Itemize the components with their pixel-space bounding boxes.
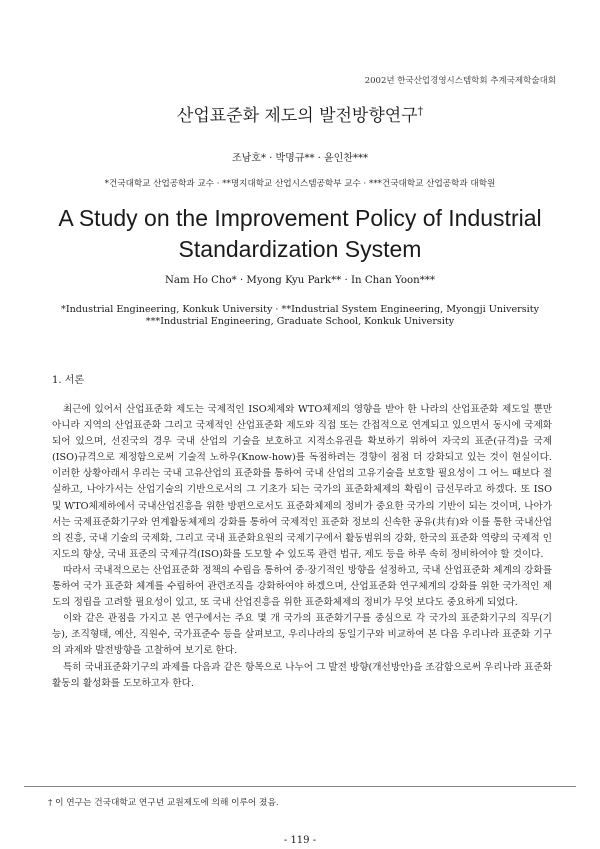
english-affiliation-line1: *Industrial Engineering, Konkuk University · **Industrial System Engineering, Myongji University bbox=[61, 304, 539, 315]
footnote-divider bbox=[24, 786, 576, 787]
korean-affiliations: *건국대학교 산업공학과 교수 · **명지대학교 산업시스템공학부 교수 · ***건국대학교 산업공학과 대학원 bbox=[104, 179, 496, 189]
section-heading: 1. 서론 bbox=[52, 375, 85, 386]
english-title-line1: A Study on the Improvement Policy of Industrial bbox=[58, 205, 542, 231]
footnote: † 이 연구는 건국대학교 연구년 교원제도에 의해 이루어 졌음. bbox=[48, 798, 279, 808]
conference-header: 2002년 한국산업경영시스템학회 추계국제학술대회 bbox=[364, 76, 556, 86]
english-affiliations bbox=[0, 304, 600, 327]
dagger-mark: † bbox=[417, 104, 424, 118]
english-title-line2: Standardization System bbox=[178, 236, 422, 262]
english-authors: Nam Ho Cho* · Myong Kyu Park** · In Chan Yoon*** bbox=[164, 275, 435, 286]
paragraph: 이와 같은 관점을 가지고 본 연구에서는 주요 몇 개 국가의 표준화기구를 중심으로 각 국가의 표준화기구의 직무(기능), 조직형태, 예산, 직원수, 국가표준수 등을 살펴보고, 우리나라의 동일기구와 비교하여 본 다음 우리나라 표준화 기구의 과제와 발전방향을 고찰하여 보기로 한다. bbox=[52, 613, 552, 657]
page-number: - 119 - bbox=[283, 835, 317, 846]
english-affiliation-line2: ***Industrial Engineering, Graduate School, Konkuk University bbox=[145, 315, 455, 327]
korean-title bbox=[0, 101, 600, 126]
paragraph: 따라서 국내적으로는 산업표준화 정책의 수립을 통하여 중·장기적인 방향을 설정하고, 국내 산업표준화 체계의 강화를 통하여 국가 표준화 체계를 수립하여 관련조직을 강화하여야 하겠으며, 산업표준화 연구체계의 강화를 위한 국가적인 제도의 정립을 고려할 필요성이 있고, 또 국내 산업진흥을 위한 표준화체제의 정비가 무엇 보다도 중요하게 되었다. bbox=[52, 564, 552, 609]
korean-title-text: 산업표준화 제도의 발전방향연구 bbox=[176, 106, 418, 126]
english-title bbox=[0, 203, 600, 265]
paragraph: 특히 국내표준화기구의 과제를 다음과 같은 항목으로 나누어 그 발전 방향(개선방안)을 조감함으로써 우리나라 표준화 활동의 활성화를 도모하고자 한다. bbox=[52, 661, 552, 689]
body-text bbox=[52, 402, 552, 692]
korean-authors: 조남호* · 박명규** · 윤인찬*** bbox=[231, 153, 368, 164]
paragraph: 최근에 있어서 산업표준화 제도는 국제적인 ISO체제와 WTO체제의 영향을 받아 한 나라의 산업표준화 제도일 뿐만 아니라 지역의 산업표준화 그리고 국제적인 산업표준화 제도와 직접 또는 간접적으로 연계되고 있으면서 동시에 국제화되어 있으며, 선진국의 경우 국내 산업의 기술을 보호하고 지적소유권을 확보하기 위하여 자국의 표준(규격)을 국제(ISO)규격으로 제정함으로써 기술적 노하우(Know-how)를 독점하려는 경향이 점점 더 강화되고 있는 것이 현실이다. 이러한 상황아래서 우리는 국내 고유산업의 표준화를 통하여 국내 산업의 고유기술을 보호할 필요성이 그 어느 때보다 절실하고, 나아가서는 산업기술의 기반으로서의 그 기초가 되는 국가의 표준화체제의 확립이 급선무라고 하겠다. 또 ISO 및 WTO체제하에서 국내산업진흥을 위한 방편으로서도 표준화체제의 정비가 중요한 국가의 기반이 되는 것이며, 나아가서는 국제표준화기구와 연계활동체제의 강화를 통하여 국제적인 표준화 정보의 신속한 공유(共有)와 이를 통한 국내산업의 진흥, 국내 기술의 국제화, 그리고 국내 표준화요원의 국제기구에서 활동범위의 강화, 한국의 표준화 역량의 국제적 인지도의 향상, 국내 표준의 국제규격(ISO)화를 도모할 수 있도록 관련 법규, 제도 등을 하루 속히 정비하여야 할 것이다. bbox=[52, 404, 552, 560]
